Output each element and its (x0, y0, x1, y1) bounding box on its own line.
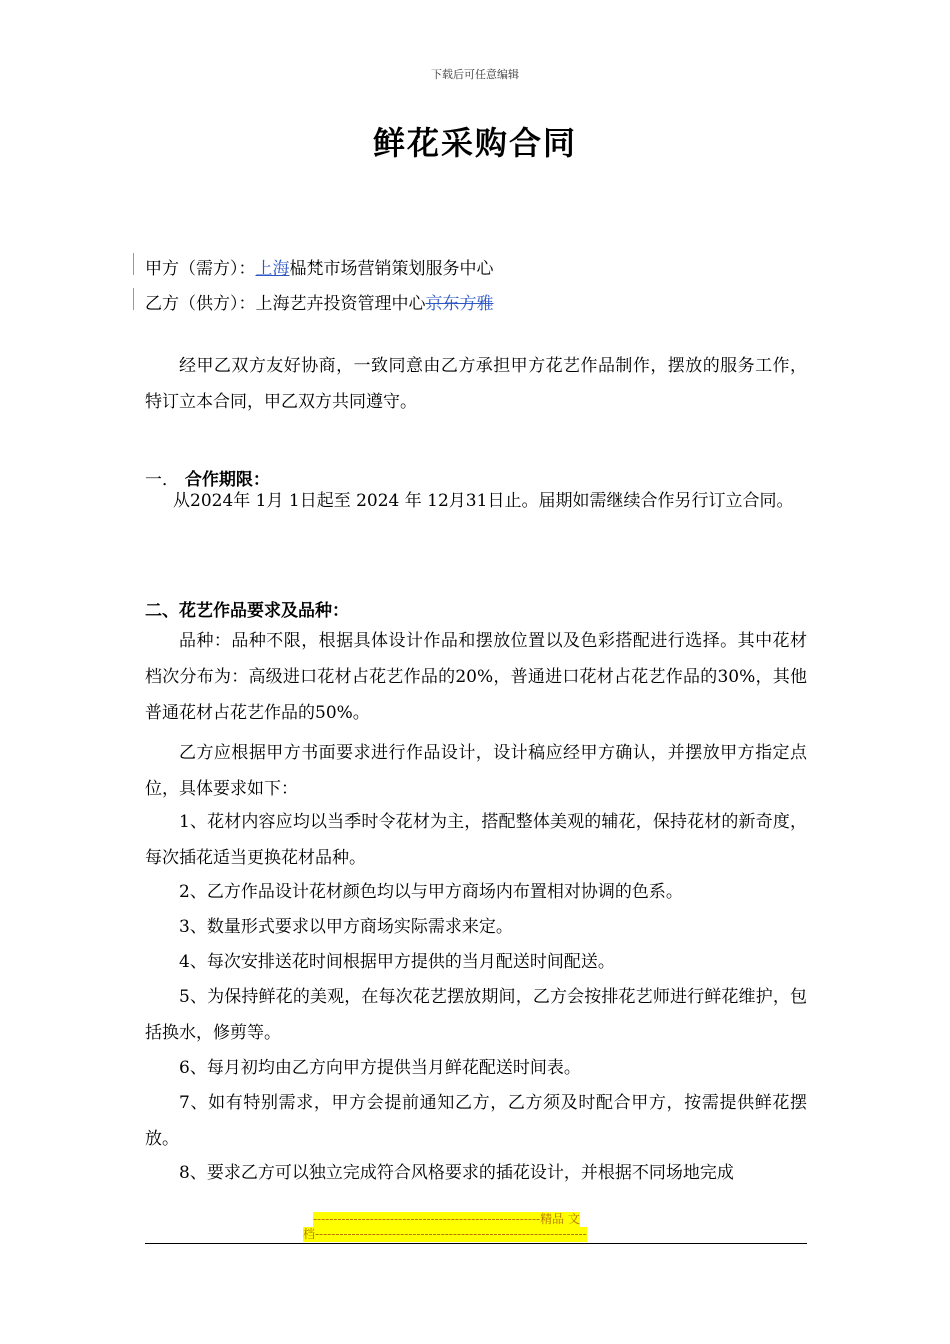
section-2-heading: 二、花艺作品要求及品种： (145, 601, 349, 621)
party-a (145, 254, 494, 279)
requirement-item: 1、花材内容应均以当季时令花材为主，搭配整体美观的辅花，保持花材的新奇度，每次插花适当更换花材品种。 (145, 812, 807, 868)
requirement-item: 7、如有特别需求，甲方会提前通知乙方，乙方须及时配合甲方，按需提供鲜花摆放。 (145, 1093, 807, 1149)
requirement-item: 4、每次安排送花时间根据甲方提供的当月配送时间配送。 (179, 952, 615, 972)
requirement-item: 5、为保持鲜花的美观，在每次花艺摆放期间，乙方会按排花艺师进行鲜花维护，包括换水，修剪等。 (145, 987, 807, 1043)
revision-bar (133, 253, 134, 275)
document-title: 鲜花采购合同 (372, 124, 577, 162)
section-2-varieties: 品种：品种不限，根据具体设计作品和摆放位置以及色彩搭配进行选择。其中花材档次分布为：高级进口花材占花艺作品的20%，普通进口花材占花艺作品的30%，其他普通花材占花艺作品的50%。 (145, 631, 807, 723)
section-2-requirements-intro: 乙方应根据甲方书面要求进行作品设计，设计稿应经甲方确认，并摆放甲方指定点位，具体要求如下： (145, 743, 807, 799)
party-a-name: 榀梵市场营销策划服务中心 (289, 259, 494, 279)
requirement-item: 8、要求乙方可以独立完成符合风格要求的插花设计，并根据不同场地完成 (179, 1163, 734, 1183)
party-b-name: 上海艺卉投资管理中心 (255, 294, 426, 314)
revision-bar (133, 288, 134, 310)
requirement-item: 3、数量形式要求以甲方商场实际需求来定。 (179, 917, 513, 937)
party-a-label: 甲方（需方）： (145, 259, 256, 279)
party-b-deleted-text: 京东方雅 (425, 294, 494, 314)
footer-rule (145, 1243, 807, 1244)
footer-watermark-line-2: 档------------------------------------------------------------------- (303, 1227, 587, 1241)
section-1-number: 一． (145, 470, 179, 490)
party-b-label: 乙方（供方）： (145, 294, 256, 314)
requirement-item: 6、每月初均由乙方向甲方提供当月鲜花配送时间表。 (179, 1058, 581, 1078)
footer-watermark-line-1: --------------------------------------------------------精品 文 (313, 1212, 580, 1226)
intro-paragraph: 经甲乙双方友好协商，一致同意由乙方承担甲方花艺作品制作，摆放的服务工作，特订立本合同，甲乙双方共同遵守。 (145, 356, 807, 412)
section-1-title: 合作期限： (184, 470, 270, 490)
section-1-body: 从2024年 1月 1日起至 2024 年 12月31日止。届期如需继续合作另行订立合同。 (173, 491, 794, 511)
party-b (145, 289, 494, 314)
header-note: 下载后可任意编辑 (431, 68, 519, 81)
requirement-item: 2、乙方作品设计花材颜色均以与甲方商场内布置相对协调的色系。 (179, 882, 683, 902)
party-a-link[interactable]: 上海 (255, 259, 290, 279)
